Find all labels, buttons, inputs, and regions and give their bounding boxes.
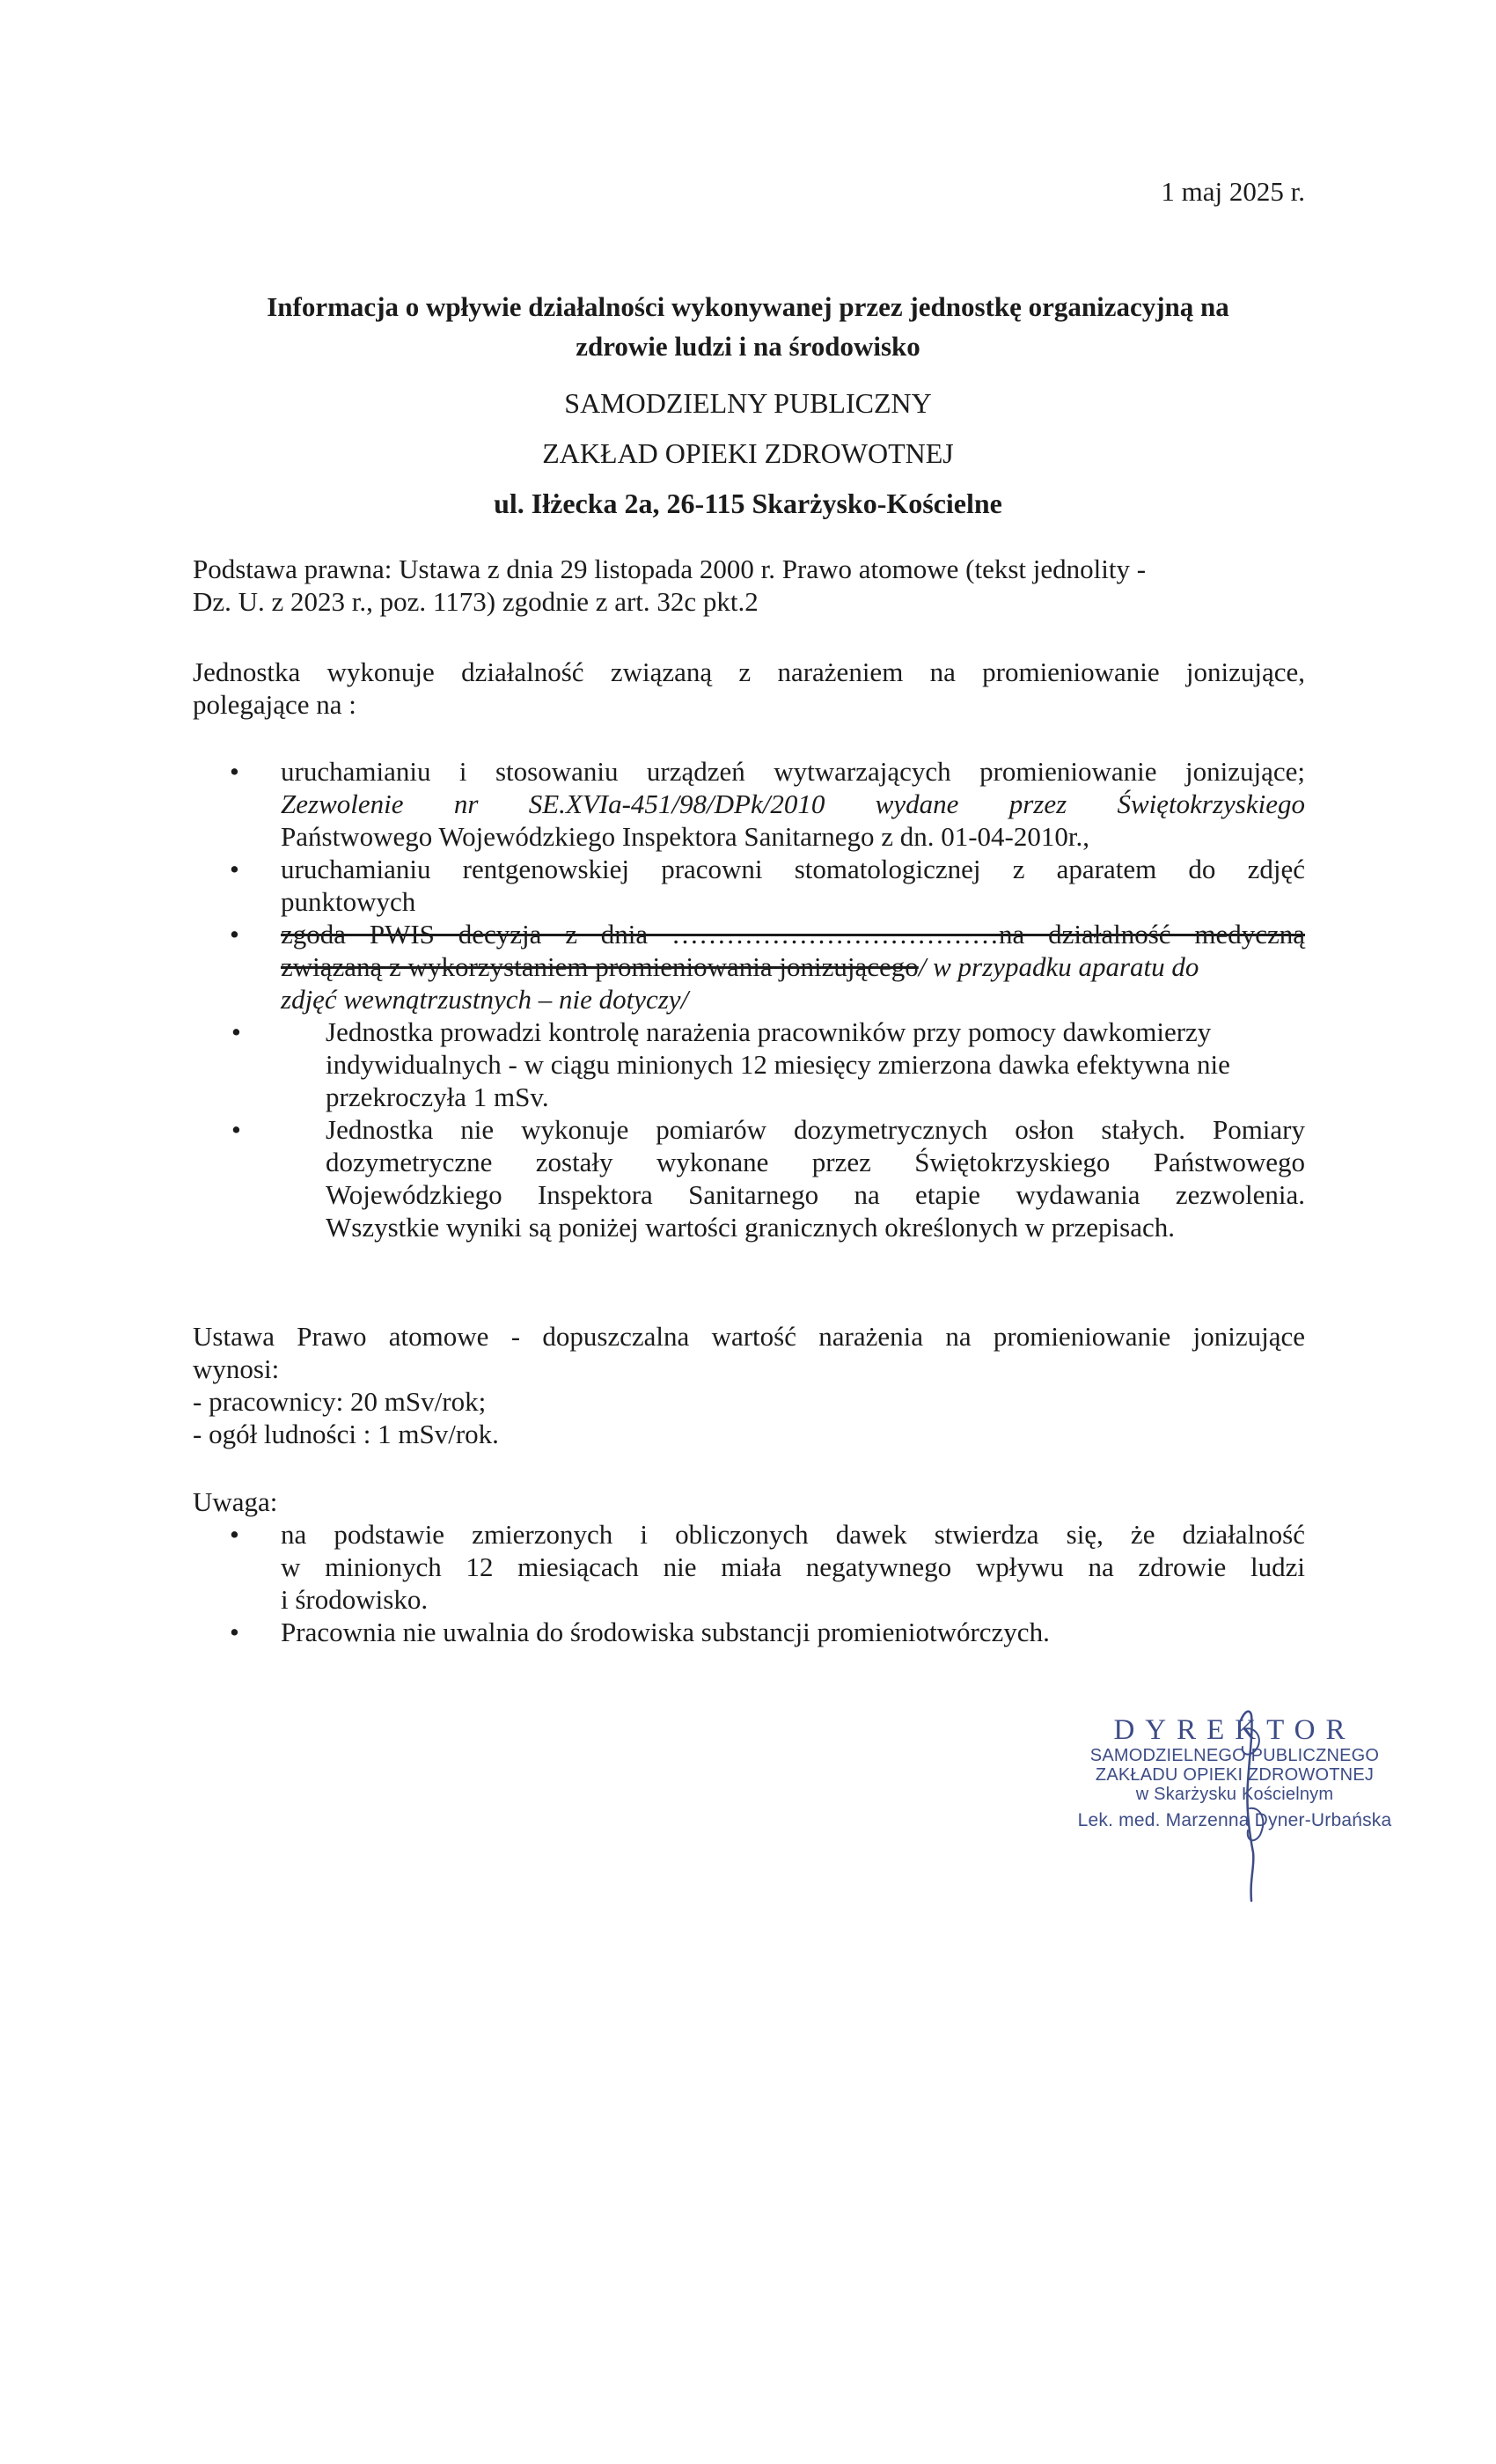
list-item-line: Wojewódzkiego Inspektora Sanitarnego na etapie wydawania zezwolenia.: [326, 1179, 1305, 1210]
list-item-note: / w przypadku aparatu do: [918, 951, 1199, 982]
title-line: zdrowie ludzi i na środowisko: [576, 331, 920, 362]
list-item-line: uruchamianiu rentgenowskiej pracowni stomatologicznej z aparatem do zdjęć: [281, 854, 1305, 884]
struck-text-line: zgoda PWIS decyzja z dnia ………………………………na działalność medyczną: [281, 919, 1305, 950]
bullet-icon: •: [230, 1519, 239, 1550]
list-item-line: dozymetryczne zostały wykonane przez Świętokrzyskiego Państwowego: [326, 1147, 1305, 1177]
bullet-icon: •: [231, 1114, 241, 1145]
legal-basis-line: Podstawa prawna: Ustawa z dnia 29 listopada 2000 r. Prawo atomowe (tekst jednolity -: [193, 554, 1147, 584]
list-item-line: punktowych: [281, 886, 416, 917]
stamp-title: DYREKTOR: [1113, 1714, 1356, 1746]
list-item-line: Zezwolenie nr SE.XVIa-451/98/DPk/2010 wydane przez Świętokrzyskiego: [281, 788, 1305, 819]
list-item: [193, 1113, 1305, 1243]
list-item-line: uruchamianiu i stosowaniu urządzeń wytwarzających promieniowanie jonizujące;: [281, 756, 1305, 787]
remarks-list: [193, 1518, 1305, 1648]
organization-name-line: ZAKŁAD OPIEKI ZDROWOTNEJ: [542, 437, 954, 469]
list-item: [193, 755, 1305, 853]
dose-limits-line: Ustawa Prawo atomowe - dopuszczalna wartość narażenia na promieniowanie jonizujące: [193, 1321, 1305, 1352]
title-line: Informacja o wpływie działalności wykonywanej przez jednostkę organizacyjną na: [267, 291, 1229, 322]
bullet-icon: •: [230, 919, 239, 950]
document-date: 1 maj 2025 r.: [1161, 176, 1305, 207]
list-item-line: Wszystkie wyniki są poniżej wartości granicznych określonych w przepisach.: [326, 1212, 1175, 1243]
list-item: [193, 1518, 1305, 1616]
bullet-icon: •: [230, 854, 239, 884]
dose-limit-public: - ogół ludności : 1 mSv/rok.: [193, 1419, 499, 1449]
list-item-line: [281, 950, 1305, 983]
legal-basis-line: Dz. U. z 2023 r., poz. 1173) zgodnie z art. 32c pkt.2: [193, 586, 759, 617]
activity-intro: [193, 656, 1305, 721]
list-item-line: i środowisko.: [281, 1584, 429, 1615]
list-item-line: Jednostka prowadzi kontrolę narażenia pracowników przy pomocy dawkomierzy: [326, 1016, 1212, 1047]
list-item: [193, 918, 1305, 1016]
list-item-line: w minionych 12 miesiącach nie miała negatywnego wpływu na zdrowie ludzi: [281, 1551, 1305, 1582]
dose-limits: [193, 1320, 1305, 1450]
organization-address: ul. Iłżecka 2a, 26-115 Skarżysko-Kościelne: [494, 488, 1002, 519]
legal-basis: [193, 553, 1305, 618]
intro-line: polegające na :: [193, 689, 356, 720]
dose-limit-workers: - pracownicy: 20 mSv/rok;: [193, 1386, 487, 1417]
list-item-line: przekroczyła 1 mSv.: [326, 1082, 549, 1112]
list-item-line: Jednostka nie wykonuje pomiarów dozymetrycznych osłon stałych. Pomiary: [326, 1114, 1305, 1145]
list-item: [193, 1016, 1305, 1113]
activity-list: [193, 755, 1305, 1243]
intro-line: Jednostka wykonuje działalność związaną z narażeniem na promieniowanie jonizujące,: [193, 656, 1305, 687]
organization-name-line: SAMODZIELNY PUBLICZNY: [564, 387, 932, 419]
list-item-line: Państwowego Wojewódzkiego Inspektora Sanitarnego z dn. 01-04-2010r.,: [281, 821, 1089, 852]
dose-limits-line: wynosi:: [193, 1353, 280, 1384]
organization-block: [0, 378, 1496, 529]
list-item-line: indywidualnych - w ciągu minionych 12 miesięcy zmierzona dawka efektywna nie: [326, 1049, 1230, 1080]
list-item-line: Pracownia nie uwalnia do środowiska substancji promieniotwórczych.: [281, 1617, 1050, 1647]
list-item: [193, 853, 1305, 918]
list-item-line: na podstawie zmierzonych i obliczonych dawek stwierdza się, że działalność: [281, 1519, 1305, 1550]
bullet-icon: •: [231, 1016, 241, 1047]
stamp-line: ZAKŁADU OPIEKI ZDROWOTNEJ: [1095, 1765, 1375, 1785]
bullet-icon: •: [230, 1617, 239, 1647]
bullet-icon: •: [230, 756, 239, 787]
remarks-label: Uwaga:: [193, 1486, 278, 1517]
struck-text: związaną z wykorzystaniem promieniowania jonizującego: [281, 951, 919, 982]
stamp-line: SAMODZIELNEGO PUBLICZNEGO: [1089, 1746, 1380, 1765]
list-item-note: zdjęć wewnątrzustnych – nie dotyczy/: [281, 984, 689, 1015]
list-item: [193, 1616, 1305, 1648]
handwritten-signature: [1214, 1703, 1285, 1914]
document-title: [0, 287, 1496, 366]
stamp-name: Lek. med. Marzenna Dyner-Urbańska: [1077, 1810, 1392, 1830]
stamp-line: w Skarżysku Kościelnym: [1135, 1785, 1334, 1804]
